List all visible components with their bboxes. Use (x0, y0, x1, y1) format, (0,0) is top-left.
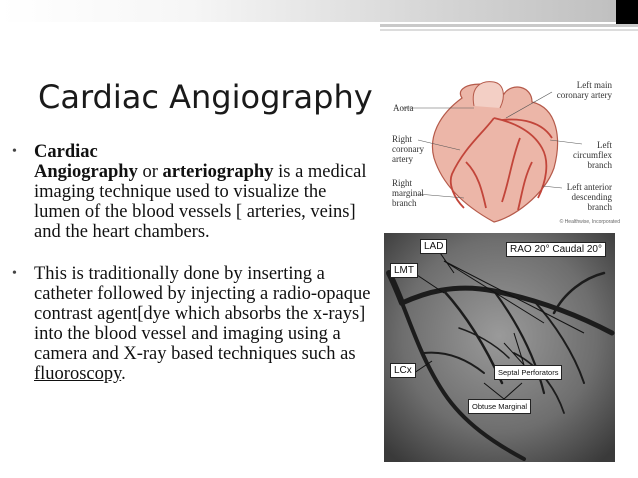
top-stripe-thin (380, 29, 638, 31)
label-right-marginal-2: marginal (392, 188, 424, 198)
label-circumflex-3: branch (587, 160, 612, 170)
bullet-list (10, 142, 372, 384)
slide-title: Cardiac Angiography (38, 78, 373, 116)
tag-lcx: LCx (390, 363, 416, 378)
heart-illustration (382, 78, 622, 226)
top-gradient-bar (0, 0, 638, 22)
top-black-block (616, 0, 638, 24)
label-right-coronary-2: coronary (392, 144, 424, 154)
label-lad-2: descending (571, 192, 612, 202)
label-aorta: Aorta (393, 103, 414, 113)
bullet-item-procedure (10, 264, 372, 384)
label-left-main-1: Left main (576, 80, 612, 90)
label-right-marginal-1: Right (392, 178, 413, 188)
label-right-coronary-1: Right (392, 134, 413, 144)
slide-top-decoration (0, 0, 638, 36)
tag-obtuse-marginal: Obtuse Marginal (468, 399, 531, 414)
procedure-text: This is traditionally done by inserting a catheter followed by injecting a radio-opaque contrast agent[dye which absorbs the x-rays] into the blood vessel and imaging using a camera and X-ray based techniques such as (34, 264, 371, 364)
label-lad-1: Left anterior (566, 182, 612, 192)
tag-lad: LAD (420, 239, 447, 254)
procedure-end: . (121, 364, 126, 384)
top-stripe (380, 24, 638, 27)
label-circumflex-1: Left (597, 140, 612, 150)
angiogram-image (384, 233, 615, 462)
term-arteriography: arteriography (162, 162, 274, 182)
tag-septal-perforators: Septal Perforators (494, 365, 562, 380)
tag-view-angle: RAO 20° Caudal 20° (506, 242, 606, 257)
tag-lmt: LMT (390, 263, 418, 278)
fluoroscopy-link[interactable]: fluoroscopy (34, 364, 122, 384)
bullet-dot: • (12, 266, 17, 281)
label-right-marginal-3: branch (392, 198, 417, 208)
diagram-credit: © Healthwise, Incorporated (559, 219, 620, 225)
heart-diagram (382, 78, 622, 226)
bullet-item-definition (10, 142, 372, 242)
label-lad-3: branch (587, 202, 612, 212)
aorta-shape (473, 82, 503, 108)
term-angiography: Angiography (34, 162, 138, 182)
angiogram-illustration (384, 233, 615, 462)
label-left-main-2: coronary artery (556, 90, 612, 100)
bullet-dot: • (12, 144, 17, 159)
connector-text: or (137, 162, 163, 182)
label-right-coronary-3: artery (392, 154, 413, 164)
label-circumflex-2: circumflex (573, 150, 612, 160)
definition-text: is a medical imaging technique used to visualize the lumen of the blood vessels [ arteries, veins] and the heart chambers. (34, 162, 367, 242)
term-cardiac: Cardiac (34, 142, 98, 162)
